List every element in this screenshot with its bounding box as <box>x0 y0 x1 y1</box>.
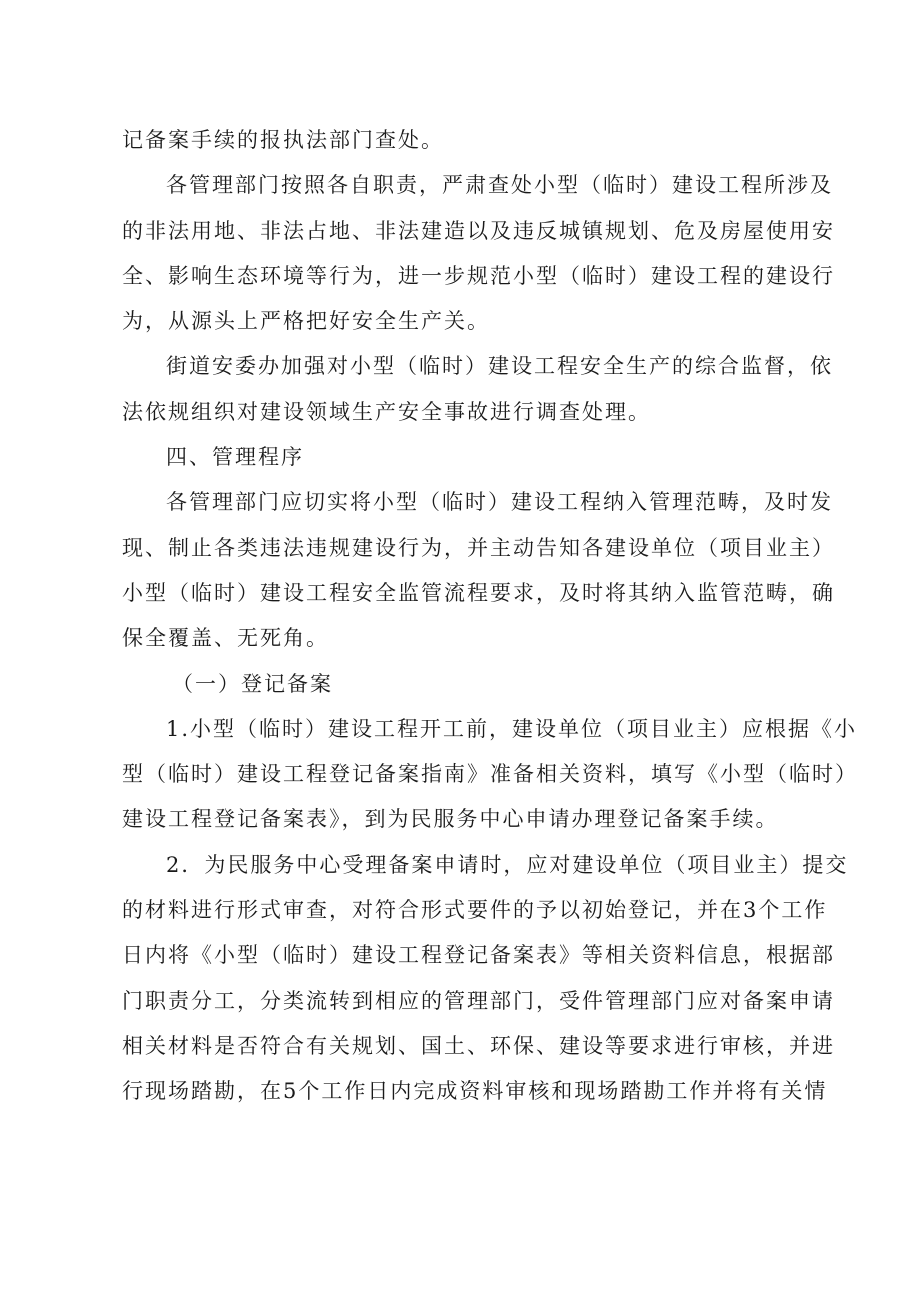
text-line: 现、制止各类违法违规建设行为，并主动告知各建设单位（项目业主） <box>122 535 835 560</box>
text-line: 门职责分工，分类流转到相应的管理部门，受件管理部门应对备案申请 <box>122 988 835 1013</box>
text-line: 法依规组织对建设领域生产安全事故进行调查处理。 <box>122 399 651 424</box>
paragraph-first-line: 街道安委办加强对小型（临时）建设工程安全生产的综合监督，依 <box>166 354 833 379</box>
text-line: 的非法用地、非法占地、非法建造以及违反城镇规划、危及房屋使用安 <box>122 218 835 243</box>
text-line: 相关材料是否符合有关规划、国土、环保、建设等要求进行审核，并进 <box>122 1033 835 1058</box>
subsection-heading: （一）登记备案 <box>172 671 333 696</box>
text-line: 行现场踏勘，在5个工作日内完成资料审核和现场踏勘工作并将有关情 <box>122 1079 828 1104</box>
document-body <box>122 118 858 1115</box>
list-item-first-line: 2．为民服务中心受理备案申请时，应对建设单位（项目业主）提交 <box>166 852 849 877</box>
paragraph-first-line: 各管理部门应切实将小型（临时）建设工程纳入管理范畴，及时发 <box>166 490 833 515</box>
text-line: 的材料进行形式审查，对符合形式要件的予以初始登记，并在3个工作 <box>122 898 828 923</box>
text-line: 为，从源头上严格把好安全生产关。 <box>122 309 490 334</box>
text-line: 记备案手续的报执法部门查处。 <box>122 128 444 152</box>
text-line: 型（临时）建设工程登记备案指南》准备相关资料，填写《小型（临时） <box>122 762 858 787</box>
text-line: 保全覆盖、无死角。 <box>122 626 329 651</box>
paragraph-first-line: 各管理部门按照各自职责，严肃查处小型（临时）建设工程所涉及 <box>166 173 833 198</box>
section-heading: 四、管理程序 <box>166 445 304 470</box>
list-item-first-line: 1.小型（临时）建设工程开工前，建设单位（项目业主）应根据《小 <box>166 716 858 741</box>
text-line: 日内将《小型（临时）建设工程登记备案表》等相关资料信息，根据部 <box>122 943 835 968</box>
text-line: 小型（临时）建设工程安全监管流程要求，及时将其纳入监管范畴，确 <box>122 580 835 605</box>
text-line: 全、影响生态环境等行为，进一步规范小型（临时）建设工程的建设行 <box>122 263 835 288</box>
text-line: 建设工程登记备案表》，到为民服务中心申请办理登记备案手续。 <box>122 807 779 832</box>
